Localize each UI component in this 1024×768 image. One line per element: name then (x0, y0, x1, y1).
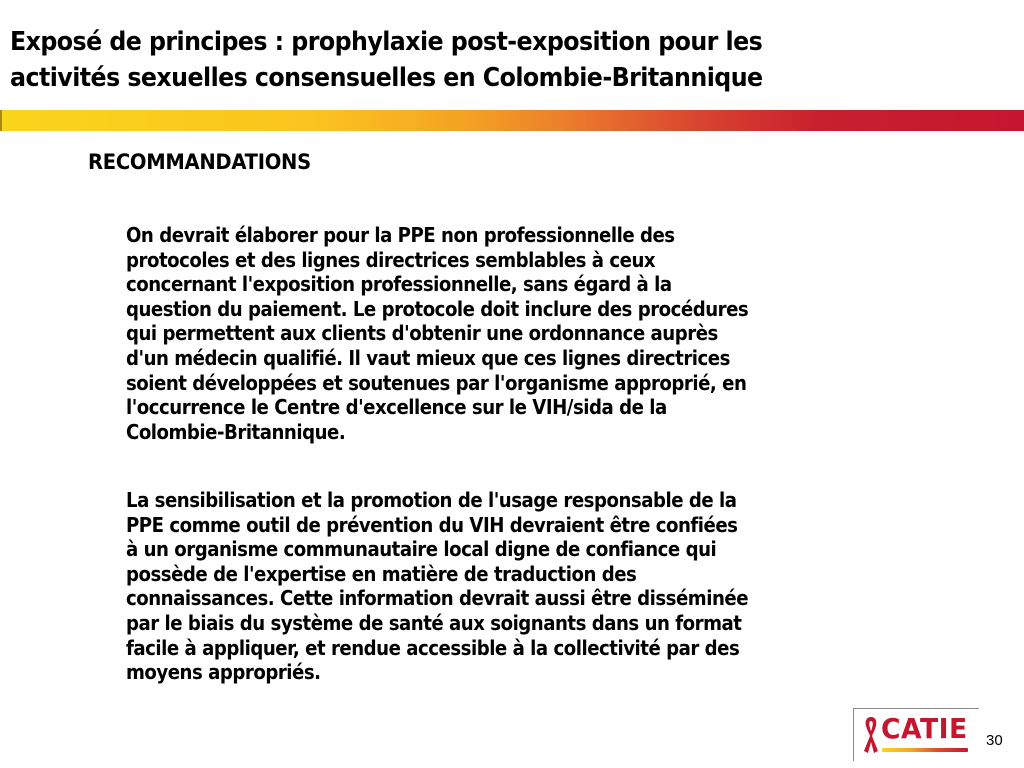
text-line: connaissances. Cette information devrait aussi être disséminée (126, 586, 749, 611)
text-line: protocoles et des lignes directrices semblables à ceux (126, 247, 656, 272)
text-line: l'occurrence le Centre d'excellence sur le VIH/sida de la (126, 395, 667, 420)
text-line: possède de l'expertise en matière de traduction des (126, 561, 637, 586)
accent-bar-edge (0, 110, 2, 131)
text-line: par le biais du système de santé aux soignants dans un format (126, 610, 742, 635)
slide-title (10, 24, 940, 96)
text-line: La sensibilisation et la promotion de l'usage responsable de la (126, 488, 737, 512)
page-number: 30 (986, 732, 1003, 749)
red-ribbon-icon (861, 715, 881, 755)
slide-title-line-1: Exposé de principes : prophylaxie post-exposition pour les (10, 27, 763, 57)
text-line: concernant l'exposition professionnelle, sans égard à la (126, 272, 672, 297)
text-line: moyens appropriés. (126, 660, 321, 685)
text-line: facile à appliquer, et rendue accessible à la collectivité par des (126, 635, 740, 660)
recommendation-paragraph-1 (126, 223, 905, 444)
text-line: Colombie-Britannique. (126, 419, 346, 444)
text-line: On devrait élaborer pour la PPE non professionnelle des (126, 223, 675, 247)
title-accent-bar (0, 110, 1024, 131)
text-line: à un organisme communautaire local digne de confiance qui (126, 537, 717, 562)
section-heading: RECOMMANDATIONS (88, 150, 311, 174)
recommendation-paragraph-2 (126, 488, 905, 685)
slide-title-line-2: activités sexuelles consensuelles en Colombie-Britannique (10, 63, 763, 93)
logo-wordmark: CATIE (881, 712, 968, 745)
text-line: soient développées et soutenues par l'organisme approprié, en (126, 370, 747, 395)
text-line: qui permettent aux clients d'obtenir une ordonnance auprès (126, 321, 718, 346)
catie-logo (853, 708, 979, 761)
logo-underline (882, 748, 968, 752)
text-line: PPE comme outil de prévention du VIH devraient être confiées (126, 512, 738, 537)
text-line: d'un médecin qualifié. Il vaut mieux que ces lignes directrices (126, 345, 730, 370)
text-line: question du paiement. Le protocole doit inclure des procédures (126, 296, 749, 321)
